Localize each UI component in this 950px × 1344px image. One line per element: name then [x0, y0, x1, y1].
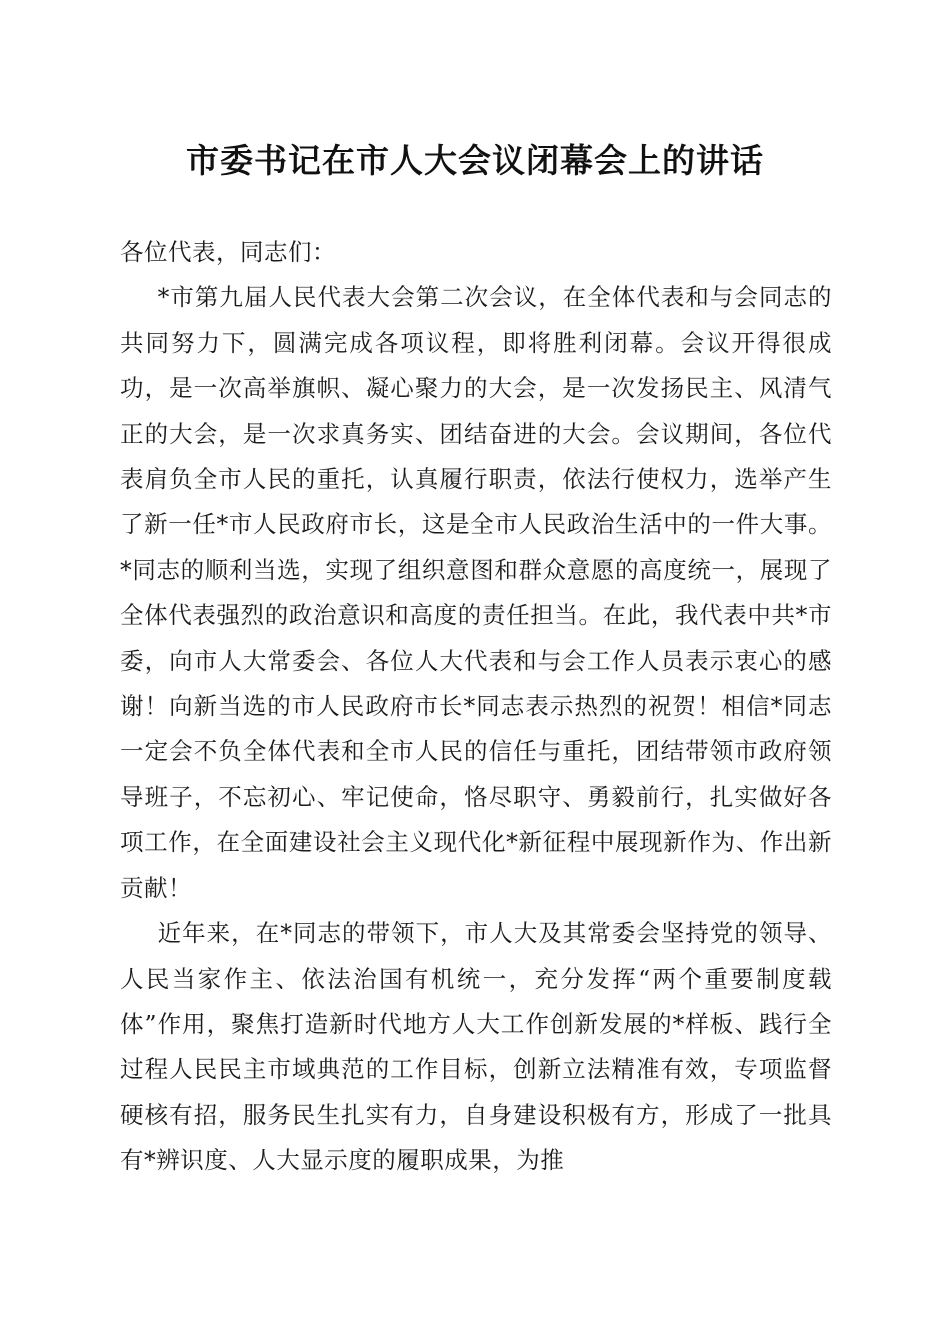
document-body	[120, 230, 832, 1184]
paragraph-2: 近年来，在*同志的带领下，市人大及其常委会坚持党的领导、人民当家作主、依法治国有机统一，充分发挥“两个重要制度载体”作用，聚焦打造新时代地方人大工作创新发展的*样板、践行全过程人民民主市域典范的工作目标，创新立法精准有效，专项监督硬核有招，服务民生扎实有力，自身建设积极有方，形成了一批具有*辨识度、人大显示度的履职成果，为推	[120, 919, 832, 1175]
paragraph-1: *市第九届人民代表大会第二次会议，在全体代表和与会同志的共同努力下，圆满完成各项议程，即将胜利闭幕。会议开得很成功，是一次高举旗帜、凝心聚力的大会，是一次发扬民主、风清气正的大会，是一次求真务实、团结奋进的大会。会议期间，各位代表肩负全市人民的重托，认真履行职责，依法行使权力，选举产生了新一任*市人民政府市长，这是全市人民政治生活中的一件大事。*同志的顺利当选，实现了组织意图和群众意愿的高度统一，展现了全体代表强烈的政治意识和高度的责任担当。在此，我代表中共*市委，向市人大常委会、各位人大代表和与会工作人员表示衷心的感谢！向新当选的市人民政府市长*同志表示热烈的祝贺！相信*同志一定会不负全体代表和全市人民的信任与重托，团结带领市政府领导班子，不忘初心、牢记使命，恪尽职守、勇毅前行，扎实做好各项工作，在全面建设社会主义现代化*新征程中展现新作为、作出新贡献！	[120, 283, 832, 902]
document-title: 市委书记在市人大会议闭幕会上的讲话	[186, 141, 764, 180]
salutation: 各位代表，同志们：	[120, 238, 336, 266]
